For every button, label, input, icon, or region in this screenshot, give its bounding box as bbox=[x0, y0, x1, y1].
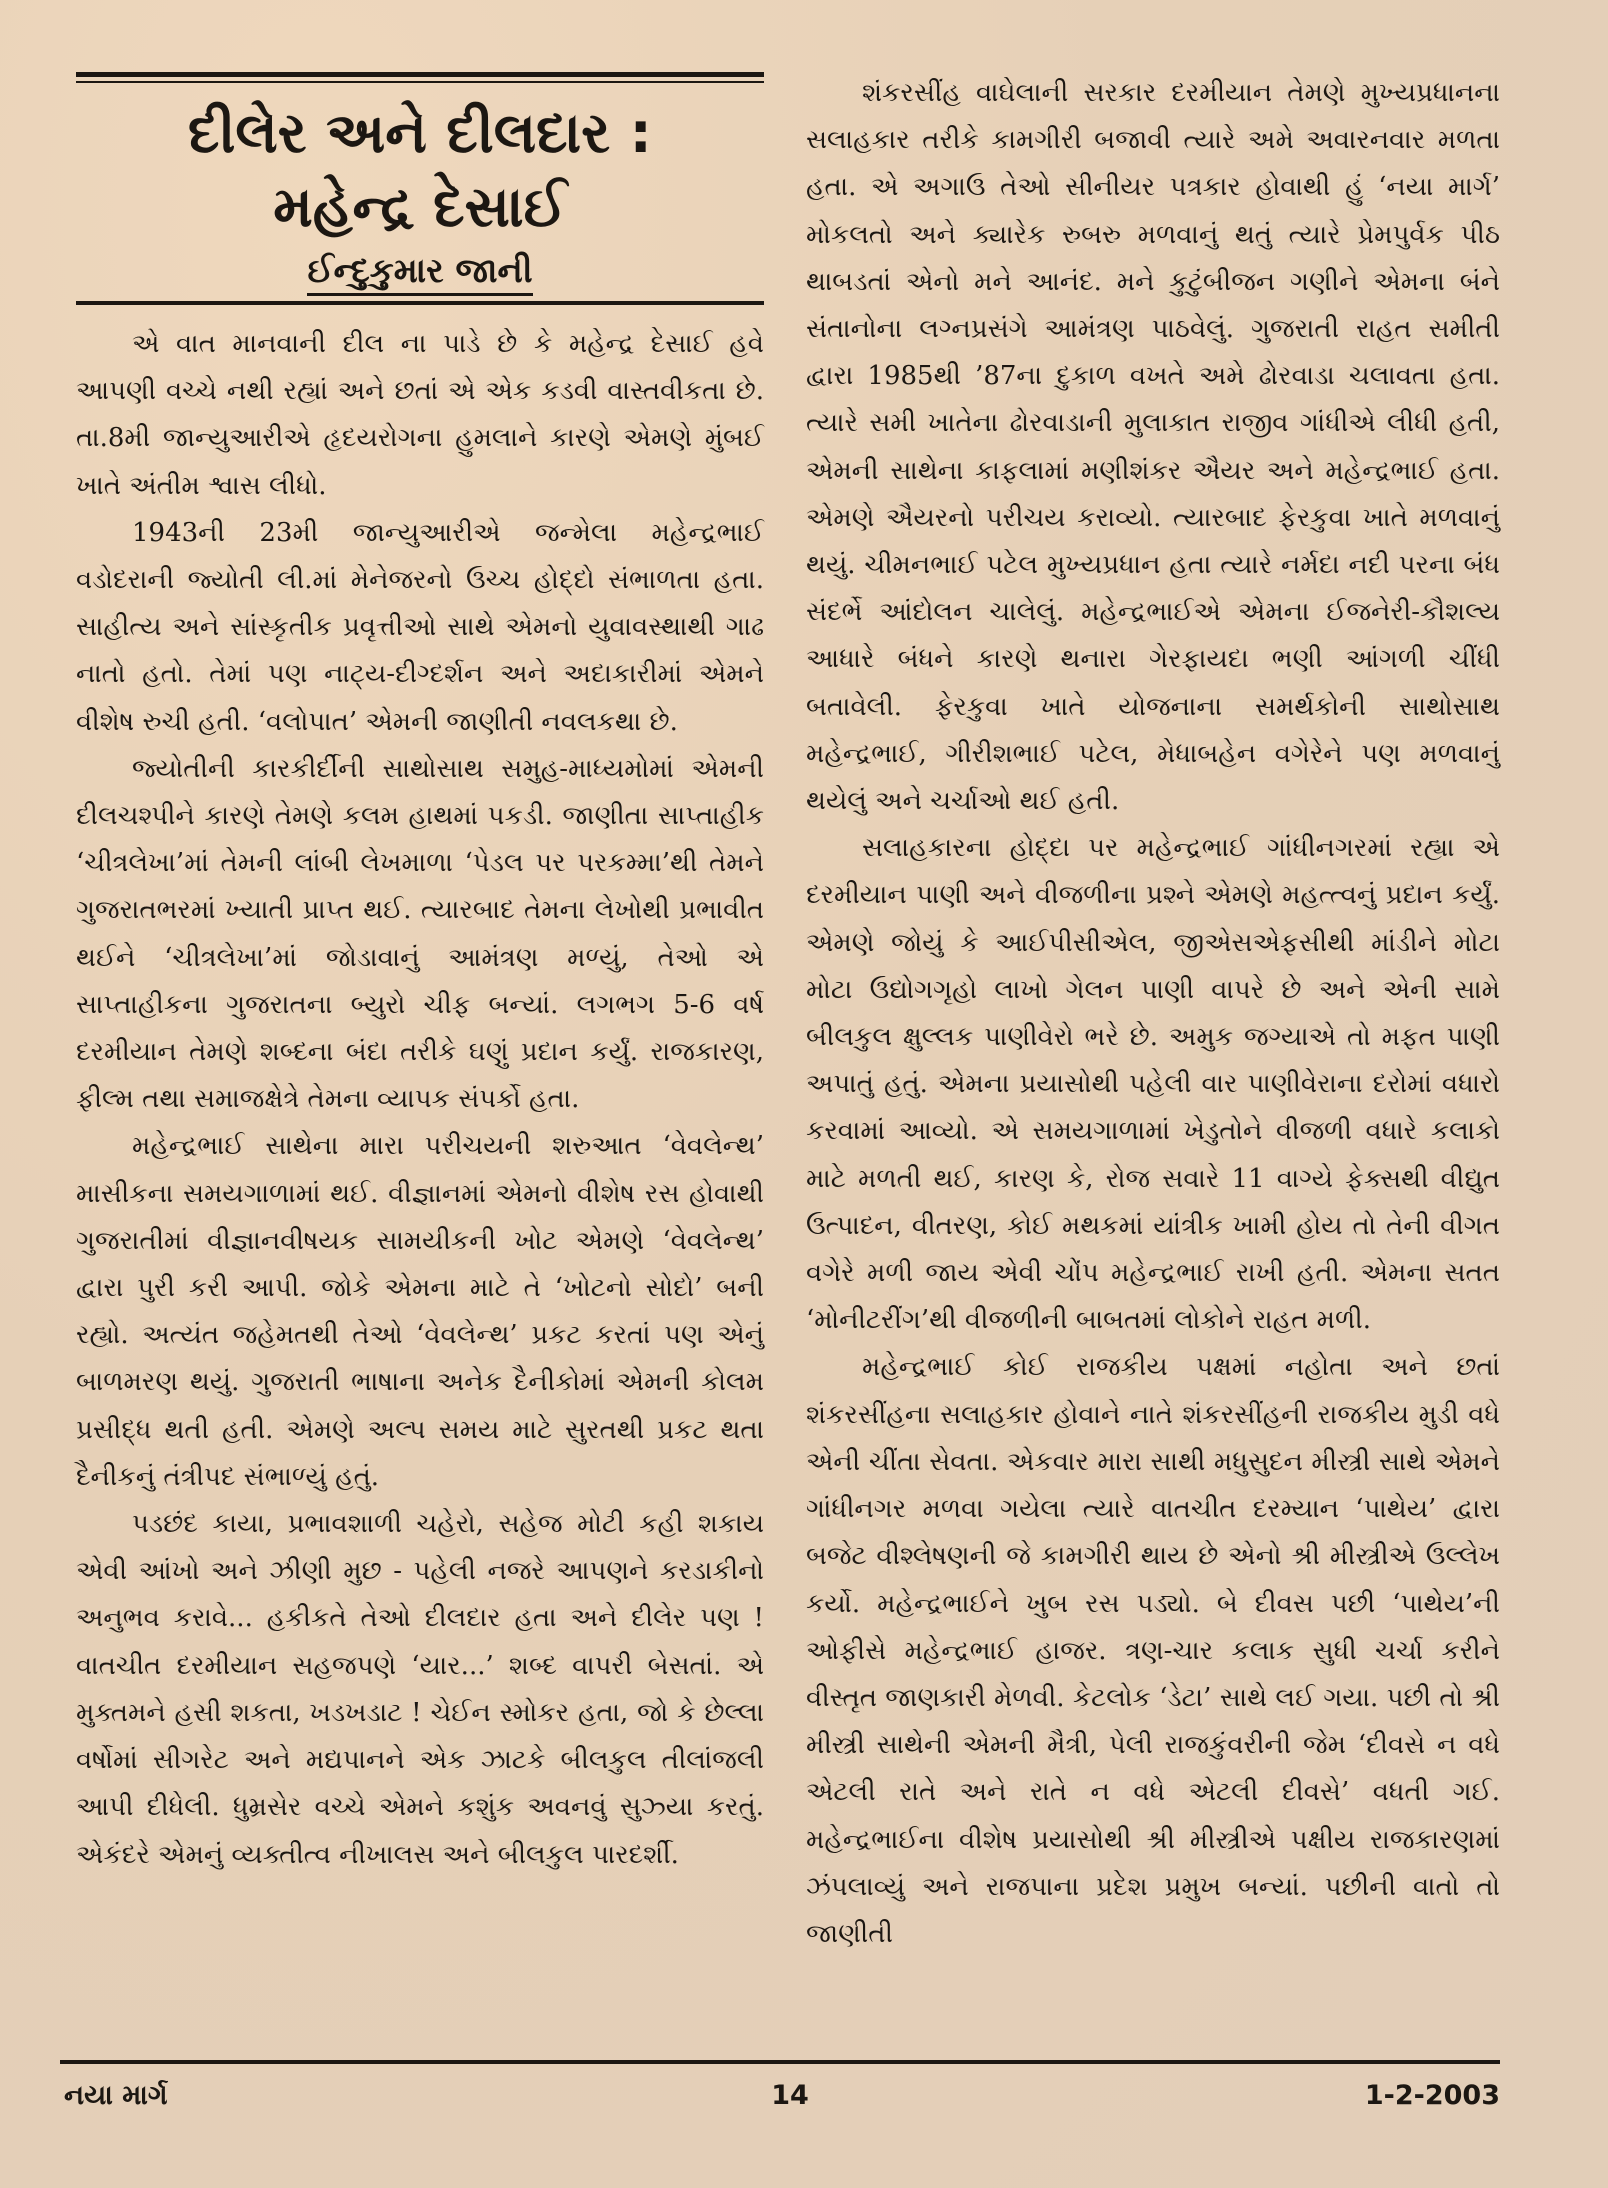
left-column bbox=[76, 72, 764, 1879]
footer-page-number: 14 bbox=[771, 2080, 809, 2111]
paragraph-right-2: સલાહકારના હોદ્દા પર મહેન્દ્રભાઈ ગાંધીનગરમાં રહ્યા એ દરમીયાન પાણી અને વીજળીના પ્રશ્ને એમણે મહત્ત્વનું પ્રદાન કર્યું. એમણે જોયું કે આઈપીસીએલ, જીએસએફસીથી માંડીને મોટા મોટા ઉદ્યોગગૃહો લાખો ગેલન પાણી વાપરે છે અને એની સામે બીલકુલ ક્ષુલ્લક પાણીવેરો ભરે છે. અમુક જગ્યાએ તો મફત પાણી અપાતું હતું. એમના પ્રયાસોથી પહેલી વાર પાણીવેરાના દરોમાં વધારો કરવામાં આવ્યો. એ સમયગાળામાં ખેડુતોને વીજળી વધારે કલાકો માટે મળતી થઈ, કારણ કે, રોજ સવારે 11 વાગ્યે ફેક્સથી વીદ્યુત ઉત્પાદન, વીતરણ, કોઈ મથકમાં યાંત્રીક ખામી હોય તો તેની વીગત વગેરે મળી જાય એવી ચોંપ મહેન્દ્રભાઈ રાખી હતી. એમના સતત ‘મોનીટરીંગ’થી વીજળીની બાબતમાં લોકોને રાહત મળી. bbox=[806, 833, 1500, 1336]
header-rule-thin bbox=[76, 81, 764, 83]
paragraph-right-3: મહેન્દ્રભાઈ કોઈ રાજકીય પક્ષમાં નહોતા અને છતાં શંકરસીંહના સલાહકાર હોવાને નાતે શંકરસીંહની રાજકીય મુડી વધે એની ચીંતા સેવતા. એકવાર મારા સાથી મધુસુદન મીસ્ત્રી સાથે એમને ગાંધીનગર મળવા ગયેલા ત્યારે વાતચીત દરમ્યાન ‘પાથેય’ દ્વારા બજેટ વીશ્લેષણની જે કામગીરી થાય છે એનો શ્રી મીસ્ત્રીએ ઉલ્લેખ કર્યો. મહેન્દ્રભાઈને ખુબ રસ પડ્યો. બે દીવસ પછી ‘પાથેય’ની ઓફીસે મહેન્દ્રભાઈ હાજર. ત્રણ-ચાર કલાક સુધી ચર્ચા કરીને વીસ્તૃત જાણકારી મેળવી. કેટલોક ‘ડેટા’ સાથે લઈ ગયા. પછી તો શ્રી મીસ્ત્રી સાથેની એમની મૈત્રી, પેલી રાજકુંવરીની જેમ ‘દીવસે ન વધે એટલી રાતે અને રાતે ન વધે એટલી દીવસે’ વધતી ગઈ. મહેન્દ્રભાઈના વીશેષ પ્રયાસોથી શ્રી મીસ્ત્રીએ પક્ષીય રાજકારણમાં ઝંપલાવ્યું અને રાજપાના પ્રદેશ પ્રમુખ બન્યાં. પછીની વાતો તો જાણીતી bbox=[806, 1352, 1500, 1949]
paragraph-left-4: મહેન્દ્રભાઈ સાથેના મારા પરીચયની શરુઆત ‘વેવલેન્થ’ માસીકના સમયગાળામાં થઈ. વીજ્ઞાનમાં એમનો વીશેષ રસ હોવાથી ગુજરાતીમાં વીજ્ઞાનવીષયક સામયીકની ખોટ એમણે ‘વેવલેન્થ’ દ્વારા પુરી કરી આપી. જોકે એમના માટે તે ‘ખોટનો સોદો’ બની રહ્યો. અત્યંત જહેમતથી તેઓ ‘વેવલેન્થ’ પ્રકટ કરતાં પણ એનું બાળમરણ થયું. ગુજરાતી ભાષાના અનેક દૈનીકોમાં એમની કોલમ પ્રસીદ્ધ થતી હતી. એમણે અલ્પ સમય માટે સુરતથી પ્રકટ થતા દૈનીકનું તંત્રીપદ સંભાળ્યું હતું. bbox=[76, 1131, 764, 1492]
article-title-line-1: દીલેર અને દીલદાર : bbox=[188, 101, 652, 166]
article-author bbox=[76, 249, 764, 293]
paragraph-left-5: પડછંદ કાયા, પ્રભાવશાળી ચહેરો, સહેજ મોટી કહી શકાય એવી આંખો અને ઝીણી મુછ - પહેલી નજરે આપણને કરડાકીનો અનુભવ કરાવે... હકીકતે તેઓ દીલદાર હતા અને દીલેર પણ ! વાતચીત દરમીયાન સહજપણે ‘યાર...’ શબ્દ વાપરી બેસતાં. એ મુક્તમને હસી શકતા, ખડખડાટ ! ચેઈન સ્મોકર હતા, જો કે છેલ્લા વર્ષોમાં સીગરેટ અને મદ્યપાનને એક ઝાટકે બીલકુલ તીલાંજલી આપી દીધેલી. ધુમ્રસેર વચ્ચે એમને કશુંક અવનવું સુઝ્યા કરતું. એકંદરે એમનું વ્યક્તીત્વ નીખાલસ અને બીલકુલ પારદર્શી. bbox=[76, 1509, 764, 1870]
author-name: ઈન્દુકુમાર જાની bbox=[307, 251, 532, 296]
footer-date: 1-2-2003 bbox=[1364, 2080, 1500, 2111]
paragraph-left-1: એ વાત માનવાની દીલ ના પાડે છે કે મહેન્દ્ર દેસાઈ હવે આપણી વચ્ચે નથી રહ્યાં અને છતાં એ એક કડવી વાસ્તવીકતા છે. તા.8મી જાન્યુઆરીએ હૃદયરોગના હુમલાને કારણે એમણે મુંબઈ ખાતે અંતીમ શ્વાસ લીધો. bbox=[76, 329, 764, 501]
paragraph-right-1: શંકરસીંહ વાઘેલાની સરકાર દરમીયાન તેમણે મુખ્યપ્રધાનના સલાહકાર તરીકે કામગીરી બજાવી ત્યારે અમે અવારનવાર મળતા હતા. એ અગાઉ તેઓ સીનીયર પત્રકાર હોવાથી હું ‘નયા માર્ગ’ મોકલતો અને ક્યારેક રુબરુ મળવાનું થતું ત્યારે પ્રેમપુર્વક પીઠ થાબડતાં એનો મને આનંદ. મને કુટુંબીજન ગણીને એમના બંને સંતાનોના લગ્નપ્રસંગે આમંત્રણ પાઠવેલું. ગુજરાતી રાહત સમીતી દ્વારા 1985થી ’87ના દુકાળ વખતે અમે ઢોરવાડા ચલાવતા હતા. ત્યારે સમી ખાતેના ઢોરવાડાની મુલાકાત રાજીવ ગાંધીએ લીધી હતી, એમની સાથેના કાફલામાં મણીશંકર ઐયર અને મહેન્દ્રભાઈ હતા. એમણે ઐયરનો પરીચય કરાવ્યો. ત્યારબાદ ફેરકુવા ખાતે મળવાનું થયું. ચીમનભાઈ પટેલ મુખ્યપ્રધાન હતા ત્યારે નર્મદા નદી પરના બંધ સંદર્ભે આંદોલન ચાલેલું. મહેન્દ્રભાઈએ એમના ઈજનેરી-કૌશલ્ય આધારે બંધને કારણે થનારા ગેરફાયદા ભણી આંગળી ચીંધી બતાવેલી. ફેરકુવા ખાતે યોજનાના સમર્થકોની સાથોસાથ મહેન્દ્રભાઈ, ગીરીશભાઈ પટેલ, મેધાબહેન વગેરેને પણ મળવાનું થયેલું અને ચર્ચાઓ થઈ હતી. bbox=[806, 78, 1500, 817]
article-title-line-2: મહેન્દ્ર દેસાઈ bbox=[273, 175, 567, 240]
right-column bbox=[806, 70, 1500, 1958]
header-rule-thick bbox=[76, 72, 764, 77]
footer-rule bbox=[60, 2060, 1500, 2064]
footer-publication: નયા માર્ગ bbox=[64, 2080, 168, 2111]
paragraph-left-3: જ્યોતીની કારકીર્દીની સાથોસાથ સમુહ-માધ્યમોમાં એમની દીલચશ્પીને કારણે તેમણે કલમ હાથમાં પકડી. જાણીતા સાપ્તાહીક ‘ચીત્રલેખા’માં તેમની લાંબી લેખમાળા ‘પેડલ પર પરકમ્મા’થી તેમને ગુજરાતભરમાં ખ્યાતી પ્રાપ્ત થઈ. ત્યારબાદ તેમના લેખોથી પ્રભાવીત થઈને ‘ચીત્રલેખા’માં જોડાવાનું આમંત્રણ મળ્યું, તેઓ એ સાપ્તાહીકના ગુજરાતના બ્યુરો ચીફ બન્યાં. લગભગ 5-6 વર્ષ દરમીયાન તેમણે શબ્દના બંદા તરીકે ઘણું પ્રદાન કર્યું. રાજકારણ, ફીલ્મ તથા સમાજક્ષેત્રે તેમના વ્યાપક સંપર્કો હતા. bbox=[76, 753, 764, 1115]
paragraph-left-2: 1943ની 23મી જાન્યુઆરીએ જન્મેલા મહેન્દ્રભાઈ વડોદરાની જ્યોતી લી.માં મેનેજરનો ઉચ્ચ હોદ્દો સંભાળતા હતા. સાહીત્ય અને સાંસ્કૃતીક પ્રવૃત્તીઓ સાથે એમનો યુવાવસ્થાથી ગાઢ નાતો હતો. તેમાં પણ નાટ્ય-દીગ્દર્શન અને અદાકારીમાં એમને વીશેષ રુચી હતી. ‘વલોપાત’ એમની જાણીતી નવલકથા છે. bbox=[76, 517, 764, 737]
article-title bbox=[76, 97, 764, 245]
title-divider bbox=[76, 301, 764, 305]
